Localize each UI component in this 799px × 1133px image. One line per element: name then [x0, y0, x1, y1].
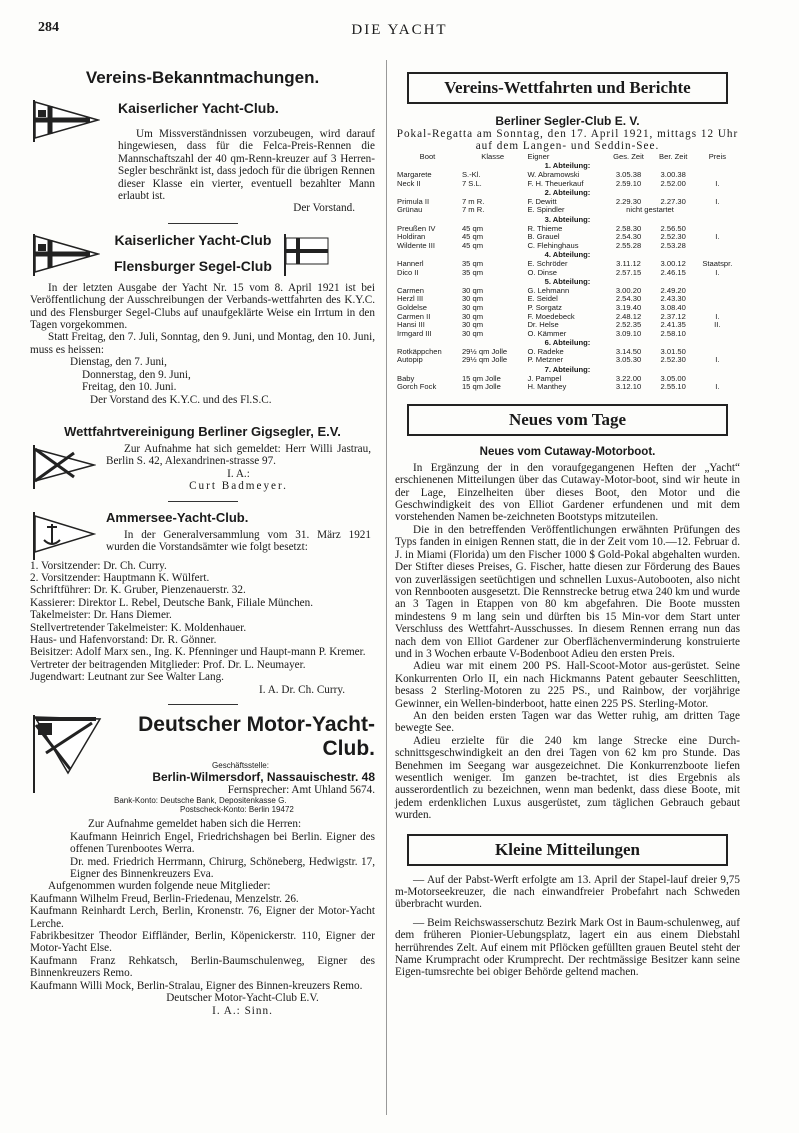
magazine-title: DIE YACHT	[351, 22, 448, 38]
result-cell: 35 qm	[461, 258, 484, 268]
division-row	[395, 365, 740, 375]
result-row	[395, 198, 740, 207]
result-cell: 2.58.10	[660, 328, 686, 338]
result-cell: 2.52.30	[660, 355, 686, 365]
result-row	[395, 375, 740, 384]
news-paragraph: In Ergänzung der in den voraufgegangenen Heften der „Yacht“ erschienenen Mitteilungen über das Cutaway-Motor-boot, sind wir heute in der Lage, Einzelheiten über dieses Boot, den Motor und die Geschwindigkeit des von Elliot Gardener erfundenen und mit dem vorstehenden Namen be-zeichneten Bootstyps mitzuteilen.	[395, 461, 740, 524]
box-wettfahrten: Vereins-Wettfahrten und Berichte	[407, 72, 728, 104]
divider	[168, 501, 238, 502]
result-cell: Baby	[397, 373, 415, 383]
result-cell: 3.00.38	[660, 170, 686, 179]
result-cell: Carmen	[397, 285, 425, 295]
dmyc-office-label: Geschäftsstelle:	[212, 761, 269, 770]
division-title: 1. Abteilung:	[544, 161, 591, 171]
result-cell: 3.14.50	[615, 346, 642, 356]
result-cell: 3.00.12	[660, 258, 686, 268]
results-header-cell: Ges. Zeit	[613, 151, 644, 161]
dmyc-phone: Fernsprecher: Amt Uhland 5674.	[227, 784, 375, 796]
result-cell: II.	[714, 320, 721, 330]
result-row	[395, 383, 740, 392]
fsc-title: Flensburger Segel-Club	[114, 257, 272, 274]
result-cell: I.	[715, 178, 720, 188]
results-header-cell: Eigner	[527, 151, 550, 161]
result-cell: 3.00.20	[615, 285, 642, 295]
result-cell: 30 qm	[461, 302, 484, 312]
result-row	[395, 206, 740, 215]
result-cell: 2.41.35	[660, 320, 686, 330]
result-cell: 45 qm	[461, 223, 484, 233]
result-cell: 2.56.50	[660, 223, 686, 233]
result-cell: E. Schröder	[527, 258, 568, 268]
dmyc-member: Fabrikbesitzer Theodor Eiffländer, Berlin, Köpenickerstr. 110, Eigner der Motor-Yacht Else.	[30, 930, 375, 955]
box-kleine: Kleine Mitteilungen	[407, 834, 728, 866]
bsc-title: Berliner Segler-Club E. V.	[495, 114, 640, 128]
news-title: Neues vom Cutaway-Motorboot.	[479, 445, 656, 458]
result-cell: 2.55.10	[660, 382, 686, 392]
result-cell: 3.12.10	[615, 382, 642, 392]
dmyc-title: Deutscher Motor-Yacht-Club.	[138, 713, 375, 760]
result-row	[395, 269, 740, 278]
kyc-title: Kaiserlicher Yacht-Club.	[118, 100, 279, 116]
result-cell: Dico II	[397, 267, 419, 277]
result-row	[395, 330, 740, 339]
result-cell: E. Seidel	[527, 294, 558, 304]
officer-line: Stellvertretender Takelmeister: K. Moldenhauer.	[30, 621, 247, 634]
result-cell: Margarete	[397, 170, 432, 179]
result-cell: 45 qm	[461, 240, 484, 250]
result-cell: 30 qm	[461, 328, 484, 338]
result-cell: Hannerl	[397, 258, 424, 268]
result-cell: 3.05.30	[615, 355, 642, 365]
dmyc-applicant: Kaufmann Heinrich Engel, Friedrichshagen bei Berlin. Eigner des offenen Turenbootes Werra.	[70, 830, 375, 856]
result-cell: I.	[715, 311, 720, 321]
kyc-burgee-icon	[30, 232, 100, 276]
dmyc-intro: Zur Aufnahme gemeldet haben sich die Herren:	[88, 818, 302, 831]
kyc2-text: In der letzten Ausgabe der Yacht Nr. 15 vom 8. April 1921 ist bei Veröffentlichung der Ausschreibungen der Verbands-wettfahrten des K.Y.C. und des Flensburger Segel-Clubs auf unaufgeklärte Weise ein Irrtum in den Tagen vorgekommen.	[30, 281, 375, 332]
right-column	[395, 48, 740, 979]
result-cell: R. Thieme	[527, 223, 563, 233]
result-row	[395, 295, 740, 304]
officer-line: Vertreter der beitragenden Mitglieder: Prof. Dr. L. Neumayer.	[30, 658, 306, 671]
result-cell: Irmgard III	[397, 328, 432, 338]
result-cell: E. Spindler	[527, 205, 565, 215]
results-body	[395, 153, 740, 392]
ammersee-officers	[30, 560, 375, 684]
result-cell: 2.58.30	[615, 223, 642, 233]
kyc-fsc-header	[30, 232, 375, 276]
result-cell: 45 qm	[461, 232, 484, 242]
result-cell: F. Moedebeck	[527, 311, 575, 321]
dmyc-header	[30, 713, 375, 796]
result-cell	[695, 206, 740, 215]
result-cell: 2.43.30	[660, 294, 686, 304]
result-cell: 2.57.15	[615, 267, 642, 277]
result-cell: 35 qm	[461, 267, 484, 277]
kleine-paragraph: — Auf der Pabst-Werft erfolgte am 13. April der Stapel-lauf dreier 9,75 m-Motorseekreuzer, die nach einwandfreier Probefahrt nach Schweden überbracht wurden.	[395, 873, 740, 911]
result-cell: S.-Kl.	[461, 170, 481, 179]
result-cell: 29½ qm Jolle	[461, 346, 508, 356]
bsc-subtitle: Pokal-Regatta am Sonntag, den 17. April 1921, mittags 12 Uhr auf dem Langen- und Seddin-See.	[396, 128, 739, 153]
result-cell: Herzl III	[397, 294, 424, 304]
result-cell: O. Kämmer	[527, 328, 567, 338]
kleine-body	[395, 874, 740, 979]
officer-line: 1. Vorsitzender: Dr. Ch. Curry.	[30, 559, 167, 572]
result-cell: I.	[715, 355, 720, 365]
result-cell: J. Pampel	[527, 373, 562, 383]
result-cell: Autopip	[397, 355, 423, 365]
result-cell: Primula II	[397, 196, 430, 206]
result-cell: 2.49.20	[660, 285, 686, 295]
kyc-sign: Der Vorstand.	[293, 202, 355, 215]
result-cell: Gorch Fock	[397, 382, 437, 392]
result-cell: 30 qm	[461, 285, 484, 295]
result-cell: 29½ qm Jolle	[461, 355, 508, 365]
divider	[168, 704, 238, 705]
result-cell: nicht gestartet	[626, 205, 674, 215]
dmyc-address: Berlin-Wilmersdorf, Nassauischestr. 48	[152, 770, 375, 784]
result-row	[395, 260, 740, 269]
officer-line: Kassierer: Direktor L. Rebel, Deutsche Bank, Filiale München.	[30, 596, 314, 609]
result-cell: I.	[715, 267, 720, 277]
result-cell: 7 m R.	[461, 196, 485, 206]
result-cell: 3.08.40	[660, 302, 686, 312]
results-header-cell: Ber. Zeit	[659, 151, 688, 161]
kyc2-sign: Der Vorstand des K.Y.C. und des Fl.S.C.	[90, 393, 272, 406]
result-cell: 3.05.38	[615, 170, 642, 179]
ammersee-sign: I. A. Dr. Ch. Curry.	[259, 683, 345, 696]
result-cell: H. Manthey	[527, 382, 567, 392]
dmyc-applicant: Dr. med. Friedrich Herrmann, Chirurg, Schöneberg, Hedwigstr. 17, Eigner des Binnenkreuzers Eva.	[70, 855, 375, 881]
gigs-sign: Curt Badmeyer.	[189, 480, 288, 493]
result-cell	[695, 287, 740, 296]
result-cell: Holdiran	[397, 232, 426, 242]
dmyc-member: Kaufmann Willi Mock, Berlin-Stralau, Eigner des Binnen-kreuzers Remo.	[30, 979, 363, 992]
result-cell	[695, 330, 740, 339]
result-cell: F. H. Theuerkauf	[527, 178, 584, 188]
result-cell: 2.48.12	[615, 311, 642, 321]
result-cell: O. Radeke	[527, 346, 564, 356]
division-row	[395, 338, 740, 348]
result-cell: Preußen IV	[397, 223, 436, 233]
result-cell: Dr. Helse	[527, 320, 559, 330]
officer-line: Schriftführer: Dr. K. Gruber, Pienzenauerstr. 32.	[30, 584, 246, 597]
dmyc-burgee-icon	[30, 713, 102, 793]
news-body	[395, 462, 740, 822]
date-line: Donnerstag, den 9. Juni,	[82, 368, 191, 381]
result-row	[395, 242, 740, 251]
ammersee-text: In der Generalversammlung vom 31. März 1921 wurden die Vorstandsämter wie folgt besetzt:	[106, 528, 371, 553]
section-title-vereins: Vereins-Bekanntmachungen.	[85, 68, 320, 87]
result-cell: 30 qm	[461, 311, 484, 321]
result-cell: Wildente III	[397, 240, 435, 250]
officer-line: Takelmeister: Dr. Hans Diemer.	[30, 609, 172, 622]
fsc-flag-icon	[282, 232, 332, 276]
result-cell: Carmen II	[397, 311, 431, 321]
result-cell: 2.27.30	[660, 196, 686, 206]
ammersee-block	[30, 510, 375, 560]
column-divider	[386, 60, 387, 1115]
page-number: 284	[38, 20, 59, 35]
result-cell: 2.52.35	[615, 320, 642, 330]
kyc2-text2: Statt Freitag, den 7. Juli, Sonntag, den 9. Juni, und Montag, den 10. Juni, muss es heissen:	[30, 331, 375, 356]
news-paragraph: Die in den betreffenden Veröffentlichungen erwähnten Prüfungen des Typs fanden in einigen Rennen statt, die in der Zeit vom 10.—12. Februar d. J. in Miami (Florida) um den Fischer 1000 $ Gold-Pokal abgehalten wurden. Der Stifter dieses Preises, G. Fischer, hatte diesen zur Förderung des Baues von zuverlässigen seetüchtigen und schnellen Luxus-Autobooten, also nicht von Rennbooten ausgesetzt. Die Rennstrecke betrug etwa 240 km und wurde an 3 Tagen in Etappen von 80 km abgefahren. Die Boote mussten mindestens 9 m lang sein und dürften bis 15 Min-vor dem Start unter Verschluss des Wettfahrt-Ausschusses. In diesem Rennen errang nun das nach dem von Elliot Gardener zur Oberflächenverminderung konstruierte und in 3 Wochen erbaute V-Bodenboot Adieu den ersten Preis.	[395, 523, 740, 660]
result-row	[395, 287, 740, 296]
result-row	[395, 180, 740, 189]
result-cell: F. Dewitt	[527, 196, 557, 206]
result-cell: I.	[715, 232, 720, 242]
ammersee-title: Ammersee-Yacht-Club.	[106, 509, 249, 525]
result-cell: 2.52.30	[660, 232, 686, 242]
left-column	[30, 48, 375, 1017]
result-cell: 15 qm Jolle	[461, 382, 501, 392]
result-cell: 3.05.00	[660, 373, 686, 383]
result-row	[395, 321, 740, 330]
gigs-block	[30, 443, 375, 493]
result-cell: 2.37.12	[660, 311, 686, 321]
results-table	[395, 153, 740, 392]
result-cell: 2.46.15	[660, 267, 686, 277]
news-paragraph: Adieu war mit einem 200 PS. Hall-Scoot-Motor aus-gerüstet. Seine Konkurrenten Orlo II, ein nach Hickmanns Patent gebauter Seeschlitten, besass 2 Sterling-Motoren zu 225 PS., und Rainbow, der vorjährige Gewinner, ein Wellen-binderboot, hatte einen 225 PS. Sterling-Motor.	[395, 660, 740, 710]
division-row	[395, 215, 740, 225]
result-cell: 30 qm	[461, 320, 484, 330]
results-header-cell: Preis	[708, 151, 726, 161]
result-cell: G. Lehmann	[527, 285, 570, 295]
result-cell: 2.54.30	[615, 232, 642, 242]
dmyc-member: Kaufmann Franz Rehkatsch, Berlin-Baumschulenweg, Eigner des Binnenkreuzers Remo.	[30, 954, 375, 980]
result-cell: 2.52.00	[660, 178, 686, 188]
result-row	[395, 313, 740, 322]
divider	[168, 223, 238, 224]
dmyc-member: Kaufmann Reinhardt Lerch, Berlin, Kronenstr. 76, Eigner der Motor-Yacht Lerche.	[30, 905, 375, 930]
kyc-burgee-icon	[30, 98, 100, 142]
date-line: Dienstag, den 7. Juni,	[70, 356, 167, 369]
result-cell: Hansi III	[397, 320, 425, 330]
gigs-text: Zur Aufnahme hat sich gemeldet: Herr Willi Jastrau, Berlin S. 42, Alexandrinen-strasse 97.	[106, 442, 371, 468]
results-header-row	[395, 153, 740, 162]
division-row	[395, 188, 740, 198]
result-cell: Grünau	[397, 205, 423, 215]
result-cell: W. Abramowski	[527, 170, 580, 179]
officer-line: Jugendwart: Leutnant zur See Walter Lang.	[30, 671, 224, 684]
results-header-cell: Klasse	[481, 151, 505, 161]
result-cell: 2.55.28	[615, 240, 642, 250]
officer-line: Haus- und Hafenvorstand: Dr. R. Gönner.	[30, 633, 217, 646]
result-cell: 3.19.40	[615, 302, 642, 312]
news-paragraph: Adieu erzielte für die 240 km lange Strecke eine Durch-schnittsgeschwindigkeit an den drei Tagen von 62 km pro Stunde. Das Benehmen im Seegang war ausgezeichnet. Die Konkurrenzboote liefen wesentlich weniger. Im ganzen be-trachtet, ist dies Ergebnis als ausserordentlich zu bezeichnen, wenn man bedenkt, dass diese Boote, mit jedem erdenklichen Luxus ausgerüstet, zum täglichen Gebrauch gebaut wurden.	[395, 734, 740, 822]
result-cell: P. Sorgatz	[527, 302, 562, 312]
division-title: 7. Abteilung:	[544, 365, 591, 375]
result-cell: I.	[715, 382, 720, 392]
result-cell: 3.11.12	[616, 258, 641, 268]
result-cell: 3.09.10	[615, 328, 642, 338]
result-cell: 30 qm	[461, 294, 484, 304]
result-cell	[695, 242, 740, 251]
date-line: Freitag, den 10. Juni.	[82, 381, 177, 394]
results-header-cell: Boot	[419, 151, 436, 161]
box-neues: Neues vom Tage	[407, 404, 728, 436]
result-cell: Neck II	[397, 178, 421, 188]
result-cell: P. Metzner	[527, 355, 564, 365]
result-cell: Rotkäppchen	[397, 346, 442, 356]
result-row	[395, 356, 740, 365]
dmyc-sign2: I. A.: Sinn.	[212, 1004, 273, 1017]
gigs-title: Wettfahrtvereinigung Berliner Gigsegler, E.V.	[64, 423, 341, 439]
result-cell: 2.54.30	[615, 294, 642, 304]
result-cell: 15 qm Jolle	[461, 373, 501, 383]
kyc2-title: Kaiserlicher Yacht-Club	[114, 231, 272, 248]
gigs-ia: I. A.:	[227, 467, 250, 480]
division-title: 2. Abteilung:	[544, 188, 591, 198]
result-cell: Goldelse	[397, 302, 427, 312]
result-cell: O. Dinse	[527, 267, 557, 277]
division-title: 5. Abteilung:	[544, 277, 591, 287]
officer-line: 2. Vorsitzender: Hauptmann K. Wülfert.	[30, 571, 210, 584]
news-paragraph: An den beiden ersten Tagen war das Wetter ruhig, am dritten Tage bewegte See.	[395, 709, 740, 735]
dmyc-sign1: Deutscher Motor-Yacht-Club E.V.	[166, 992, 319, 1005]
kyc-text: Um Missverständnissen vorzubeugen, wird darauf hingewiesen, dass für die Felca-Preis-Rennen die Mannschaftszahl der 40 qm-Renn-kreuzer auf 3 Herren-Segler beschränkt ist, dass jedoch für die übrigen Rennen dieser Klasse ein vierter, eventuell bezahlter Mann erlaubt ist.	[118, 128, 375, 203]
result-cell: 3.01.50	[660, 346, 686, 356]
division-title: 3. Abteilung:	[544, 214, 591, 224]
result-cell: 7 S.L.	[461, 178, 482, 188]
result-row	[395, 348, 740, 357]
dmyc-member: Kaufmann Wilhelm Freud, Berlin-Friedenau, Menzelstr. 26.	[30, 892, 299, 905]
dmyc-bank: Bank-Konto: Deutsche Bank, Depositenkasse G.	[114, 796, 287, 806]
result-cell: I.	[715, 196, 720, 206]
officer-line: Beisitzer: Adolf Marx sen., Ing. K. Pfenninger und Haupt-mann P. Kremer.	[30, 646, 366, 659]
result-cell: 7 m R.	[461, 205, 485, 215]
division-title: 4. Abteilung:	[544, 250, 591, 260]
result-cell: 2.53.28	[660, 240, 686, 250]
ammersee-burgee-icon	[30, 510, 96, 560]
result-cell: C. Flehinghaus	[527, 240, 579, 250]
result-cell: 3.22.00	[615, 373, 642, 383]
result-cell: 2.29.30	[615, 196, 642, 206]
gigs-burgee-icon	[30, 443, 96, 489]
result-cell: B. Grauel	[527, 232, 560, 242]
result-row	[395, 225, 740, 234]
dmyc-postcheck: Postscheck-Konto: Berlin 19472	[180, 805, 294, 815]
division-title: 6. Abteilung:	[544, 338, 591, 348]
result-cell: 2.59.10	[615, 178, 642, 188]
kleine-paragraph: — Beim Reichswasserschutz Bezirk Mark Ost in Baum-schulenweg, auf dem früheren Pionier-Uebungsplatz, lagert ein aus einem Diebstahl herrührendes Zelt. Auf einem mit Pflöcken gefüllten grauen Beutel steht der Name Krumpracht oder Krumprecht. Der rechtmässige Besitzer kann seine Eigen-tumsrechte bei obiger Behörde geltend machen.	[395, 916, 740, 979]
result-cell: Staatspr.	[702, 258, 733, 268]
result-cell	[695, 295, 740, 304]
dmyc-accepted: Aufgenommen wurden folgende neue Mitglieder:	[48, 880, 271, 893]
